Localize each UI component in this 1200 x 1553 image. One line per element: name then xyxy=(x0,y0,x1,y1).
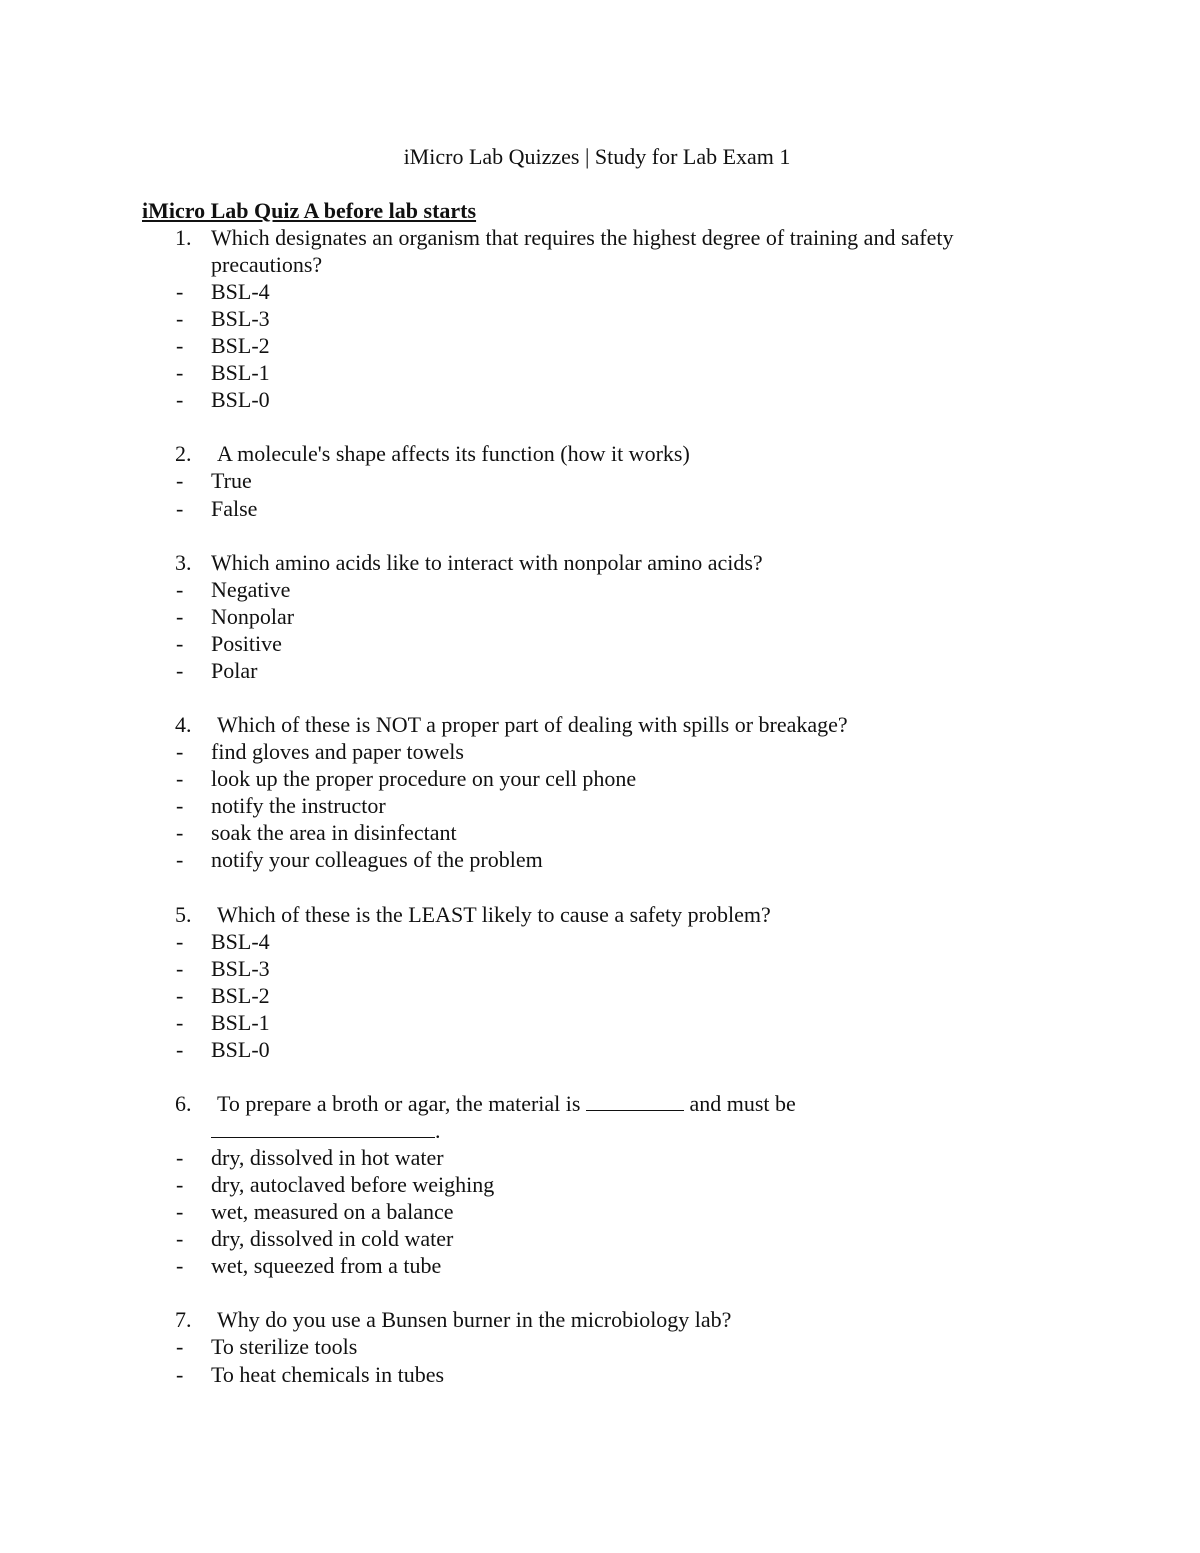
bullet-dash: - xyxy=(176,766,184,792)
question-list xyxy=(0,224,1200,1415)
answer-option xyxy=(0,359,1200,386)
option-text: dry, dissolved in hot water xyxy=(211,1144,444,1170)
question-7 xyxy=(0,1306,1200,1387)
option-text: BSL-3 xyxy=(211,955,270,981)
answer-option xyxy=(0,305,1200,332)
option-text: notify your colleagues of the problem xyxy=(211,847,543,873)
option-text: BSL-1 xyxy=(211,360,270,386)
question-text: Which of these is NOT a proper part of dealing with spills or breakage? xyxy=(217,712,848,738)
fill-in-blank xyxy=(586,1090,684,1111)
answer-option xyxy=(0,603,1200,630)
answer-option xyxy=(0,278,1200,305)
question-number: 1. xyxy=(175,225,192,250)
bullet-dash: - xyxy=(176,1361,184,1387)
bullet-dash: - xyxy=(176,387,184,413)
option-text: BSL-4 xyxy=(211,279,270,304)
question-text: Which of these is the LEAST likely to cause a safety problem? xyxy=(217,901,771,927)
bullet-dash: - xyxy=(176,847,184,873)
answer-option xyxy=(0,765,1200,792)
bullet-dash: - xyxy=(176,1144,184,1170)
option-text: wet, squeezed from a tube xyxy=(211,1253,442,1279)
option-text: To sterilize tools xyxy=(211,1334,358,1360)
bullet-dash: - xyxy=(176,1009,184,1035)
page-title: iMicro Lab Quizzes | Study for Lab Exam 1 xyxy=(403,144,791,169)
option-text: BSL-1 xyxy=(211,1009,270,1035)
bullet-dash: - xyxy=(176,495,184,521)
answer-option xyxy=(0,1171,1200,1198)
bullet-dash: - xyxy=(176,982,184,1008)
bullet-dash: - xyxy=(176,468,184,494)
bullet-dash: - xyxy=(176,576,184,602)
question-text: Why do you use a Bunsen burner in the microbiology lab? xyxy=(217,1307,732,1333)
answer-option xyxy=(0,1361,1200,1388)
bullet-dash: - xyxy=(176,928,184,954)
question-number: 2. xyxy=(175,441,192,467)
option-text: Polar xyxy=(211,657,258,683)
answer-option xyxy=(0,576,1200,603)
option-text: Positive xyxy=(211,630,282,656)
bullet-dash: - xyxy=(176,306,184,332)
bullet-dash: - xyxy=(176,955,184,981)
question-5 xyxy=(0,901,1200,1063)
question-prompt xyxy=(0,440,1200,467)
question-text: A molecule's shape affects its function (how it works) xyxy=(217,441,690,467)
option-text: To heat chemicals in tubes xyxy=(211,1361,445,1387)
question-number: 6. xyxy=(175,1090,192,1116)
option-text: dry, autoclaved before weighing xyxy=(211,1172,495,1198)
bullet-dash: - xyxy=(176,1334,184,1360)
question-number: 4. xyxy=(175,712,192,738)
option-text: notify the instructor xyxy=(211,793,386,819)
answer-option xyxy=(0,819,1200,846)
question-2 xyxy=(0,440,1200,521)
bullet-dash: - xyxy=(176,630,184,656)
answer-option xyxy=(0,792,1200,819)
question-text-part: To prepare a broth or agar, the material is xyxy=(217,1090,581,1116)
answer-option xyxy=(0,386,1200,413)
answer-option xyxy=(0,1144,1200,1171)
question-text: Which designates an organism that requires the highest degree of training and safety precautions? xyxy=(211,225,954,277)
option-text: soak the area in disinfectant xyxy=(211,820,457,846)
question-prompt xyxy=(0,549,1200,576)
answer-option xyxy=(0,1252,1200,1279)
question-6 xyxy=(0,1090,1200,1279)
option-text: BSL-3 xyxy=(211,306,270,332)
answer-option xyxy=(0,955,1200,982)
bullet-dash: - xyxy=(176,793,184,819)
question-number: 5. xyxy=(175,901,192,927)
question-3 xyxy=(0,549,1200,684)
answer-option xyxy=(0,1333,1200,1360)
answer-option xyxy=(0,1009,1200,1036)
option-text: BSL-0 xyxy=(211,387,270,413)
option-text: BSL-0 xyxy=(211,1036,270,1062)
option-text: BSL-2 xyxy=(211,333,270,359)
bullet-dash: - xyxy=(176,1172,184,1198)
option-text: find gloves and paper towels xyxy=(211,739,464,765)
answer-option xyxy=(0,928,1200,955)
question-text-part: . xyxy=(435,1117,441,1143)
question-prompt xyxy=(0,901,1200,928)
option-text: wet, measured on a balance xyxy=(211,1199,454,1225)
option-text: Nonpolar xyxy=(211,603,295,629)
option-text: BSL-2 xyxy=(211,982,270,1008)
question-4 xyxy=(0,711,1200,873)
fill-in-blank xyxy=(211,1117,435,1138)
answer-option xyxy=(0,657,1200,684)
bullet-dash: - xyxy=(176,1199,184,1225)
section-heading: iMicro Lab Quiz A before lab starts xyxy=(142,198,477,223)
bullet-dash: - xyxy=(176,279,184,304)
answer-option xyxy=(0,630,1200,657)
answer-option xyxy=(0,332,1200,359)
question-text xyxy=(211,1091,796,1116)
question-prompt xyxy=(0,1090,1200,1117)
option-text: BSL-4 xyxy=(211,928,270,954)
bullet-dash: - xyxy=(176,657,184,683)
question-prompt xyxy=(0,1306,1200,1333)
question-prompt xyxy=(0,224,1200,278)
answer-option xyxy=(0,495,1200,522)
answer-option xyxy=(0,1198,1200,1225)
question-number: 3. xyxy=(175,549,192,575)
question-1 xyxy=(0,224,1200,413)
bullet-dash: - xyxy=(176,333,184,359)
bullet-dash: - xyxy=(176,1226,184,1252)
answer-option xyxy=(0,467,1200,494)
option-text: Negative xyxy=(211,576,291,602)
bullet-dash: - xyxy=(176,1036,184,1062)
bullet-dash: - xyxy=(176,360,184,386)
bullet-dash: - xyxy=(176,1253,184,1279)
question-prompt xyxy=(0,711,1200,738)
bullet-dash: - xyxy=(176,739,184,765)
option-text: look up the proper procedure on your cell phone xyxy=(211,766,637,792)
question-prompt-continued xyxy=(0,1117,1200,1144)
answer-option xyxy=(0,846,1200,873)
option-text: True xyxy=(211,468,252,494)
answer-option xyxy=(0,1036,1200,1063)
answer-option xyxy=(0,738,1200,765)
question-number: 7. xyxy=(175,1307,192,1333)
answer-option xyxy=(0,1225,1200,1252)
answer-option xyxy=(0,982,1200,1009)
question-text: Which amino acids like to interact with nonpolar amino acids? xyxy=(211,549,763,575)
bullet-dash: - xyxy=(176,603,184,629)
option-text: dry, dissolved in cold water xyxy=(211,1226,454,1252)
bullet-dash: - xyxy=(176,820,184,846)
option-text: False xyxy=(211,495,258,521)
question-text-part: and must be xyxy=(689,1090,796,1116)
